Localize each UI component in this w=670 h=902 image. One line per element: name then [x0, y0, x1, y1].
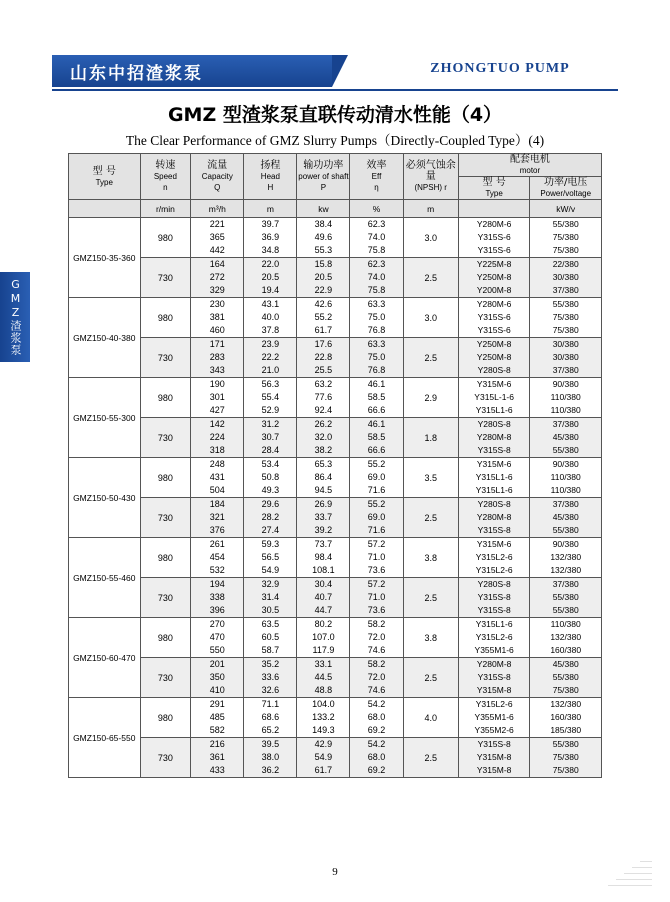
- th-power-en: power of shaft: [298, 172, 349, 181]
- cell-power: 63.2 77.6 92.4: [297, 378, 350, 418]
- cell-head: 63.5 60.5 58.7: [244, 618, 297, 658]
- corner-decoration: [606, 848, 652, 888]
- cell-motor-power: 37/380 55/380 55/380: [530, 578, 602, 618]
- cell-head: 32.9 31.4 30.5: [244, 578, 297, 618]
- table-row: [69, 218, 602, 258]
- unit-capacity: m³/h: [191, 200, 244, 218]
- cell-motor-type: Y315M-6 Y315L1-6 Y315L1-6: [458, 458, 530, 498]
- cell-capacity: 164 272 329: [191, 258, 244, 298]
- th-speed: [140, 154, 191, 200]
- cell-motor-type: Y315L1-6 Y315L2-6 Y355M1-6: [458, 618, 530, 658]
- cell-motor-type: Y280M-8 Y315S-8 Y315M-8: [458, 658, 530, 698]
- cell-motor-type: Y315M-6 Y315L2-6 Y315L2-6: [458, 538, 530, 578]
- cell-motor-type: Y280S-8 Y280M-8 Y315S-8: [458, 418, 530, 458]
- th-motor: [458, 154, 601, 177]
- th-speed-sym: n: [163, 183, 168, 192]
- cell-speed: 980: [140, 698, 191, 738]
- cell-capacity: 216 361 433: [191, 738, 244, 778]
- cell-speed: 730: [140, 658, 191, 698]
- th-power-cn: 输功功率: [303, 160, 344, 171]
- cell-head: 29.6 28.2 27.4: [244, 498, 297, 538]
- cell-capacity: 291 485 582: [191, 698, 244, 738]
- cell-motor-type: Y280S-8 Y315S-8 Y315S-8: [458, 578, 530, 618]
- cell-head: 43.1 40.0 37.8: [244, 298, 297, 338]
- th-motor-type: [458, 177, 530, 200]
- table-row: [69, 458, 602, 498]
- th-head-sym: H: [267, 183, 274, 192]
- cell-eff: 46.1 58.5 66.6: [350, 378, 403, 418]
- cell-motor-power: 30/380 30/380 37/380: [530, 338, 602, 378]
- th-eff-en: Eff: [371, 172, 382, 181]
- cell-eff: 58.2 72.0 74.6: [350, 618, 403, 658]
- cell-capacity: 201 350 410: [191, 658, 244, 698]
- cell-eff: 57.2 71.0 73.6: [350, 538, 403, 578]
- th-eff-cn: 效率: [366, 160, 387, 171]
- cell-eff: 54.2 68.0 69.2: [350, 738, 403, 778]
- cell-motor-type: Y225M-8 Y250M-8 Y200M-8: [458, 258, 530, 298]
- cell-motor-power: 55/380 75/380 75/380: [530, 298, 602, 338]
- page-title-cn: GMZ 型渣浆泵直联传动清水性能（4）: [167, 104, 503, 126]
- cell-motor-power: 90/380 110/380 110/380: [530, 458, 602, 498]
- cell-power: 73.7 98.4 108.1: [297, 538, 350, 578]
- cell-capacity: 230 381 460: [191, 298, 244, 338]
- cell-motor-power: 22/380 30/380 37/380: [530, 258, 602, 298]
- table-header-row: [69, 154, 602, 177]
- cell-model: GMZ150-55-300: [69, 378, 141, 458]
- cell-speed: 980: [140, 618, 191, 658]
- th-power-sym: P: [320, 183, 327, 192]
- side-tab-label: GMZ渣浆泵: [9, 278, 22, 356]
- cell-head: 23.9 22.2 21.0: [244, 338, 297, 378]
- table-row: [69, 658, 602, 698]
- th-speed-cn: 转速: [155, 160, 176, 171]
- table-row: [69, 378, 602, 418]
- cell-power: 38.4 49.6 55.3: [297, 218, 350, 258]
- th-npsh-en: (NPSH) r: [414, 183, 447, 192]
- cell-npsh: 2.9: [403, 378, 458, 418]
- cell-npsh: 3.0: [403, 298, 458, 338]
- cell-head: 31.2 30.7 28.4: [244, 418, 297, 458]
- cell-motor-power: 55/380 75/380 75/380: [530, 218, 602, 258]
- cell-power: 26.2 32.0 38.2: [297, 418, 350, 458]
- th-motor-power: [530, 177, 602, 200]
- cell-power: 65.3 86.4 94.5: [297, 458, 350, 498]
- cell-npsh: 2.5: [403, 498, 458, 538]
- th-motor-type-en: Type: [485, 189, 503, 198]
- cell-eff: 58.2 72.0 74.6: [350, 658, 403, 698]
- cell-capacity: 194 338 396: [191, 578, 244, 618]
- cell-power: 42.6 55.2 61.7: [297, 298, 350, 338]
- th-npsh: [403, 154, 458, 200]
- unit-motor-power: kW/v: [530, 200, 602, 218]
- cell-power: 33.1 44.5 48.8: [297, 658, 350, 698]
- cell-npsh: 3.8: [403, 538, 458, 578]
- unit-model: [69, 200, 141, 218]
- th-eff: [350, 154, 403, 200]
- cell-model: GMZ150-55-460: [69, 538, 141, 618]
- cell-npsh: 2.5: [403, 738, 458, 778]
- th-motor-power-cn: 功率/电压: [544, 177, 588, 188]
- table-row: [69, 738, 602, 778]
- cell-eff: 62.3 74.0 75.8: [350, 218, 403, 258]
- page-number: 9: [332, 866, 338, 878]
- cell-motor-power: 37/380 45/380 55/380: [530, 418, 602, 458]
- cell-power: 26.9 33.7 39.2: [297, 498, 350, 538]
- cell-head: 39.5 38.0 36.2: [244, 738, 297, 778]
- th-model-cn: 型 号: [92, 165, 116, 177]
- cell-capacity: 261 454 532: [191, 538, 244, 578]
- cell-npsh: 2.5: [403, 658, 458, 698]
- cell-motor-power: 110/380 132/380 160/380: [530, 618, 602, 658]
- unit-speed: r/min: [140, 200, 191, 218]
- th-capacity: [191, 154, 244, 200]
- cell-eff: 57.2 71.0 73.6: [350, 578, 403, 618]
- cell-motor-power: 90/380 110/380 110/380: [530, 378, 602, 418]
- unit-npsh: m: [403, 200, 458, 218]
- cell-npsh: 2.5: [403, 258, 458, 298]
- cell-npsh: 3.0: [403, 218, 458, 258]
- unit-eff: %: [350, 200, 403, 218]
- side-tab-gmz: [0, 272, 30, 362]
- th-motor-power-en: Power/voltage: [540, 189, 592, 198]
- th-capacity-sym: Q: [214, 183, 221, 192]
- table-unit-row: [69, 200, 602, 218]
- cell-model: GMZ150-50-430: [69, 458, 141, 538]
- table-body: [69, 218, 602, 778]
- cell-eff: 62.3 74.0 75.8: [350, 258, 403, 298]
- cell-speed: 730: [140, 338, 191, 378]
- cell-speed: 980: [140, 218, 191, 258]
- cell-power: 30.4 40.7 44.7: [297, 578, 350, 618]
- th-motor-type-cn: 型 号: [482, 177, 506, 188]
- cell-eff: 54.2 68.0 69.2: [350, 698, 403, 738]
- th-capacity-cn: 流量: [207, 160, 228, 171]
- cell-npsh: 3.5: [403, 458, 458, 498]
- cell-motor-type: Y315S-8 Y315M-8 Y315M-8: [458, 738, 530, 778]
- cell-power: 17.6 22.8 25.5: [297, 338, 350, 378]
- cell-speed: 980: [140, 538, 191, 578]
- brand-name-en: ZHONGTUO PUMP: [430, 61, 570, 76]
- cell-model: GMZ150-40-380: [69, 298, 141, 378]
- cell-model: GMZ150-35-360: [69, 218, 141, 298]
- cell-motor-type: Y280M-6 Y315S-6 Y315S-6: [458, 298, 530, 338]
- cell-motor-power: 45/380 55/380 75/380: [530, 658, 602, 698]
- cell-eff: 46.1 58.5 66.6: [350, 418, 403, 458]
- cell-motor-type: Y250M-8 Y250M-8 Y280S-8: [458, 338, 530, 378]
- cell-head: 59.3 56.5 54.9: [244, 538, 297, 578]
- brand-badge: [52, 55, 332, 87]
- table-row: [69, 538, 602, 578]
- th-power: [297, 154, 350, 200]
- cell-eff: 63.3 75.0 76.8: [350, 298, 403, 338]
- th-eff-sym: η: [374, 183, 379, 192]
- cell-head: 39.7 36.9 34.8: [244, 218, 297, 258]
- cell-motor-type: Y315M-6 Y315L-1-6 Y315L1-6: [458, 378, 530, 418]
- th-model-en: Type: [95, 177, 113, 187]
- cell-capacity: 270 470 550: [191, 618, 244, 658]
- table-row: [69, 298, 602, 338]
- cell-speed: 980: [140, 458, 191, 498]
- cell-capacity: 142 224 318: [191, 418, 244, 458]
- cell-speed: 730: [140, 578, 191, 618]
- page-header-banner: [52, 55, 618, 87]
- performance-table: [68, 153, 602, 778]
- table-row: [69, 418, 602, 458]
- cell-capacity: 190 301 427: [191, 378, 244, 418]
- cell-npsh: 2.5: [403, 338, 458, 378]
- table-row: [69, 618, 602, 658]
- cell-motor-power: 37/380 45/380 55/380: [530, 498, 602, 538]
- cell-speed: 980: [140, 298, 191, 338]
- unit-head: m: [244, 200, 297, 218]
- cell-npsh: 2.5: [403, 578, 458, 618]
- cell-capacity: 221 365 442: [191, 218, 244, 258]
- cell-power: 104.0 133.2 149.3: [297, 698, 350, 738]
- page-title-en: The Clear Performance of GMZ Slurry Pumps（Directly-Coupled Type）(4): [125, 133, 545, 148]
- table-row: [69, 258, 602, 298]
- cell-head: 53.4 50.8 49.3: [244, 458, 297, 498]
- cell-motor-type: Y280M-6 Y315S-6 Y315S-6: [458, 218, 530, 258]
- cell-capacity: 248 431 504: [191, 458, 244, 498]
- cell-head: 35.2 33.6 32.6: [244, 658, 297, 698]
- th-model: [69, 154, 141, 200]
- cell-speed: 730: [140, 498, 191, 538]
- cell-motor-power: 90/380 132/380 132/380: [530, 538, 602, 578]
- table-row: [69, 498, 602, 538]
- th-capacity-en: Capacity: [201, 172, 233, 181]
- th-motor-en: motor: [519, 166, 541, 175]
- cell-capacity: 171 283 343: [191, 338, 244, 378]
- th-head-en: Head: [260, 172, 280, 181]
- cell-speed: 730: [140, 258, 191, 298]
- cell-eff: 55.2 69.0 71.6: [350, 458, 403, 498]
- cell-motor-type: Y315L2-6 Y355M1-6 Y355M2-6: [458, 698, 530, 738]
- cell-speed: 980: [140, 378, 191, 418]
- cell-npsh: 3.8: [403, 618, 458, 658]
- unit-power: kw: [297, 200, 350, 218]
- table-row: [69, 698, 602, 738]
- cell-eff: 63.3 75.0 76.8: [350, 338, 403, 378]
- table-row: [69, 338, 602, 378]
- brand-name-cn: 山东中招渣浆泵: [70, 63, 203, 84]
- unit-motor-type: [458, 200, 530, 218]
- cell-capacity: 184 321 376: [191, 498, 244, 538]
- cell-npsh: 4.0: [403, 698, 458, 738]
- cell-head: 22.0 20.5 19.4: [244, 258, 297, 298]
- cell-power: 80.2 107.0 117.9: [297, 618, 350, 658]
- cell-motor-power: 55/380 75/380 75/380: [530, 738, 602, 778]
- cell-speed: 730: [140, 418, 191, 458]
- performance-table-wrap: [68, 153, 602, 778]
- cell-head: 56.3 55.4 52.9: [244, 378, 297, 418]
- th-npsh-cn: 必须气蚀余量: [405, 160, 456, 182]
- cell-model: GMZ150-60-470: [69, 618, 141, 698]
- th-head-cn: 扬程: [260, 160, 281, 171]
- header-rule: [52, 89, 618, 91]
- th-motor-cn: 配套电机: [509, 154, 550, 165]
- th-head: [244, 154, 297, 200]
- th-speed-en: Speed: [153, 172, 177, 181]
- cell-npsh: 1.8: [403, 418, 458, 458]
- cell-motor-power: 132/380 160/380 185/380: [530, 698, 602, 738]
- cell-eff: 55.2 69.0 71.6: [350, 498, 403, 538]
- cell-head: 71.1 68.6 65.2: [244, 698, 297, 738]
- cell-power: 42.9 54.9 61.7: [297, 738, 350, 778]
- cell-motor-type: Y280S-8 Y280M-8 Y315S-8: [458, 498, 530, 538]
- cell-power: 15.8 20.5 22.9: [297, 258, 350, 298]
- cell-model: GMZ150-65-550: [69, 698, 141, 778]
- table-row: [69, 578, 602, 618]
- cell-speed: 730: [140, 738, 191, 778]
